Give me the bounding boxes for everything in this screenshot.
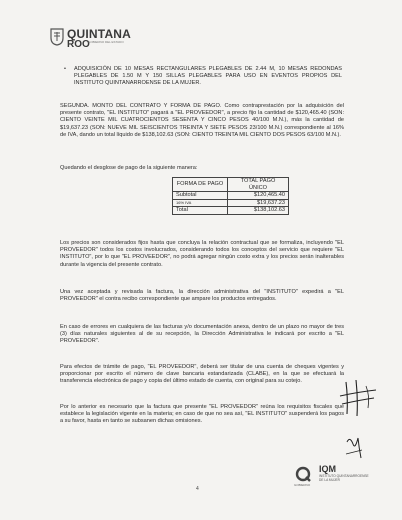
table-row — [173, 192, 289, 200]
iqm-mark-icon — [295, 466, 311, 482]
page-number: 4 — [196, 486, 199, 492]
iqm-logo — [295, 464, 375, 494]
paragraph-pago: Para efectos de trámite de pago, "EL PROVEEDOR", deberá ser titular de una cuenta de cheques vigentes y proporcionar por escrito el número de clave bancaria estandarizada (CLABE), en la que se efectuará la transferencia electrónica de pago y copia del último estado de cuenta, con original para su cotejo. — [60, 364, 344, 385]
table-cell: Subtotal — [173, 192, 228, 200]
logo-name: QUINTANA — [67, 27, 132, 41]
initials-icon — [344, 432, 364, 460]
table-header: TOTAL PAGO ÚNICO — [228, 178, 289, 192]
logo-roo: ROO — [67, 39, 90, 50]
table-header: FORMA DE PAGO — [173, 178, 228, 192]
table-cell: Total — [173, 207, 228, 215]
payment-table — [172, 177, 289, 215]
table-cell: 16% IVA — [173, 199, 228, 207]
table-cell: $138,102.63 — [228, 207, 289, 215]
table-cell: $19,637.23 — [228, 199, 289, 207]
table-header-row — [173, 178, 289, 192]
iqm-full-name: INSTITUTO QUINTANARROENSE DE LA MUJER — [319, 474, 369, 482]
table-cell: $120,465.40 — [228, 192, 289, 200]
signature-icon — [338, 378, 378, 418]
table-row — [173, 199, 289, 207]
bullet-text: ADQUISICIÓN DE 10 MESAS RECTANGULARES PLEGABLES DE 2.44 M, 10 MESAS REDONDAS PLEGABLES DE 1.50 M Y 150 SILLAS PLEGABLES PARA USO EN EVENTOS PROPIOS DEL INSTITUTO QUINTANARROENSE DE LA MUJER. — [74, 66, 342, 87]
iqm-sub: GOBIERNO — [294, 483, 311, 487]
table-row — [173, 207, 289, 215]
paragraph-requisitos: Por lo anterior es necesario que la factura que presente "EL PROVEEDOR" reúna los requisitos fiscales que establece la legislación vigente en la materia; en caso de que no sea así, "EL INSTITUTO" suspenderá los pagos a su favor, hasta en tanto se subsanen dichas omisiones. — [60, 404, 344, 425]
iqm-title: IQM — [319, 464, 336, 474]
bullet-item — [64, 66, 342, 88]
clause-segunda: SEGUNDA. MONTO DEL CONTRATO Y FORMA DE PAGO. Como contraprestación por la adquisición del presente contrato, "EL INSTITUTO" pagará a "EL PROVEEDOR", a precio fijo la cantidad de $120,465.40 (SON: CIENTO VEINTE MIL CUATROCIENTOS SESENTA Y CINCO PESOS 40/100 M.N.), más la cantidad de $19,637.23 (SON: NUEVE MIL SEISCIENTOS TREINTA Y SIETE PESOS 23/100 M.N.) correspondiente al 16% de IVA, dando un total líquido de $138,102.63 (SON: CIENTO TREINTA MIL CIENTO DOS PESOS 63/100 M.N.). — [60, 103, 344, 138]
bullet-dot-icon: • — [64, 66, 66, 72]
paragraph-errores: En caso de errores en cualquiera de las facturas y/o documentación anexa, dentro de un plazo no mayor de tres (3) días naturales siguientes al de su recepción, la Dirección Administrativa le indicará por escrito a "EL PROVEEDOR". — [60, 324, 344, 345]
coat-of-arms-icon — [50, 28, 64, 46]
logo-tagline: GOBIERNO DEL ESTADO — [88, 40, 124, 44]
paragraph-factura: Una vez aceptada y revisada la factura, la dirección administrativa del "INSTITUTO" expedirá a "EL PROVEEDOR" el contra recibo correspondiente que ampare los productos entregados. — [60, 289, 344, 303]
desglose-intro: Quedando el desglose de pago de la siguiente manera: — [60, 165, 198, 171]
paragraph-precios: Los precios son considerados fijos hasta que concluya la relación contractual que se formaliza, incluyendo "EL PROVEEDOR" todos los costos involucrados, considerando todos los conceptos del servicio que requiere "EL INSTITUTO", por lo que "EL PROVEEDOR", no podrá agregar ningún costo extra y los precios serán inalterables durante la vigencia del presente contrato. — [60, 240, 344, 268]
quintana-roo-logo — [50, 26, 150, 52]
